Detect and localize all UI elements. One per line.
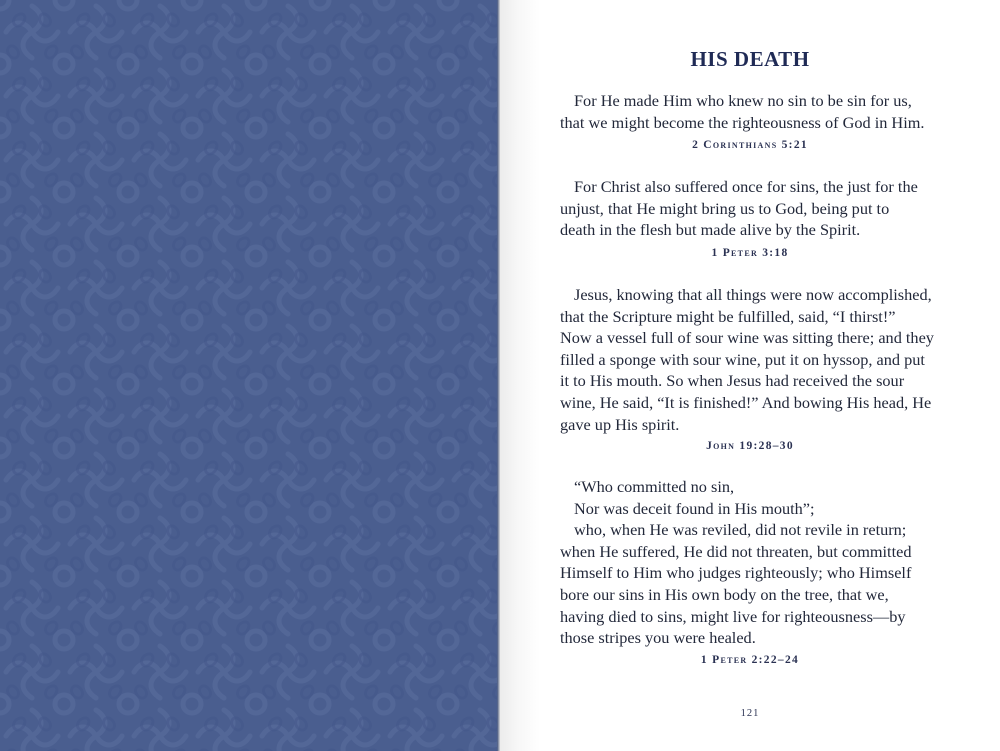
decorative-left-page bbox=[0, 0, 497, 751]
passage-1-peter-2 bbox=[560, 476, 932, 649]
verse-line: wine, He said, “It is finished!” And bowing His head, He bbox=[560, 392, 932, 412]
passage-1-peter-3 bbox=[560, 176, 932, 241]
verse-line: Nor was deceit found in His mouth”; bbox=[574, 498, 815, 518]
verse-line: those stripes you were healed. bbox=[560, 628, 756, 648]
verse-line: that we might become the righteousness of God in Him. bbox=[560, 112, 925, 132]
verse-line: For Christ also suffered once for sins, the just for the bbox=[574, 177, 918, 196]
verse-line: Jesus, knowing that all things were now accomplished, bbox=[574, 285, 932, 304]
verse-line: unjust, that He might bring us to God, being put to bbox=[560, 198, 890, 218]
damask-pattern bbox=[0, 0, 497, 751]
text-page bbox=[500, 0, 1000, 751]
verse-line: it to His mouth. So when Jesus had received the sour bbox=[560, 371, 905, 391]
verse-line: filled a sponge with sour wine, put it on hyssop, and put bbox=[560, 349, 925, 369]
verse-line: when He suffered, He did not threaten, but committed bbox=[560, 541, 912, 561]
verse-line: Now a vessel full of sour wine was sitting there; and they bbox=[560, 328, 934, 348]
verse-line: “Who committed no sin, bbox=[574, 477, 735, 496]
verse-line: bore our sins in His own body on the tree, that we, bbox=[560, 584, 889, 604]
scripture-reference: 1 Peter 3:18 bbox=[711, 247, 789, 259]
verse-line: gave up His spirit. bbox=[560, 414, 680, 434]
verse-line: that the Scripture might be fulfilled, said, “I thirst!” bbox=[560, 306, 896, 326]
scripture-reference: 1 Peter 2:22–24 bbox=[700, 654, 800, 666]
page-number: 121 bbox=[740, 708, 760, 719]
scripture-reference: John 19:28–30 bbox=[706, 440, 794, 452]
verse-line: who, when He was reviled, did not revile in return; bbox=[574, 520, 907, 540]
page-title: HIS DEATH bbox=[690, 47, 810, 71]
verse-line: death in the flesh but made alive by the Spirit. bbox=[560, 220, 861, 240]
verse-line: For He made Him who knew no sin to be sin for us, bbox=[574, 91, 912, 110]
verse-line: Himself to Him who judges righteously; who Himself bbox=[560, 563, 912, 583]
scripture-reference: 2 Corinthians 5:21 bbox=[692, 139, 808, 151]
passage-2-corinthians bbox=[560, 90, 932, 133]
verse-line: having died to sins, might live for righteousness—by bbox=[560, 606, 906, 626]
passage-john-19 bbox=[560, 284, 932, 435]
